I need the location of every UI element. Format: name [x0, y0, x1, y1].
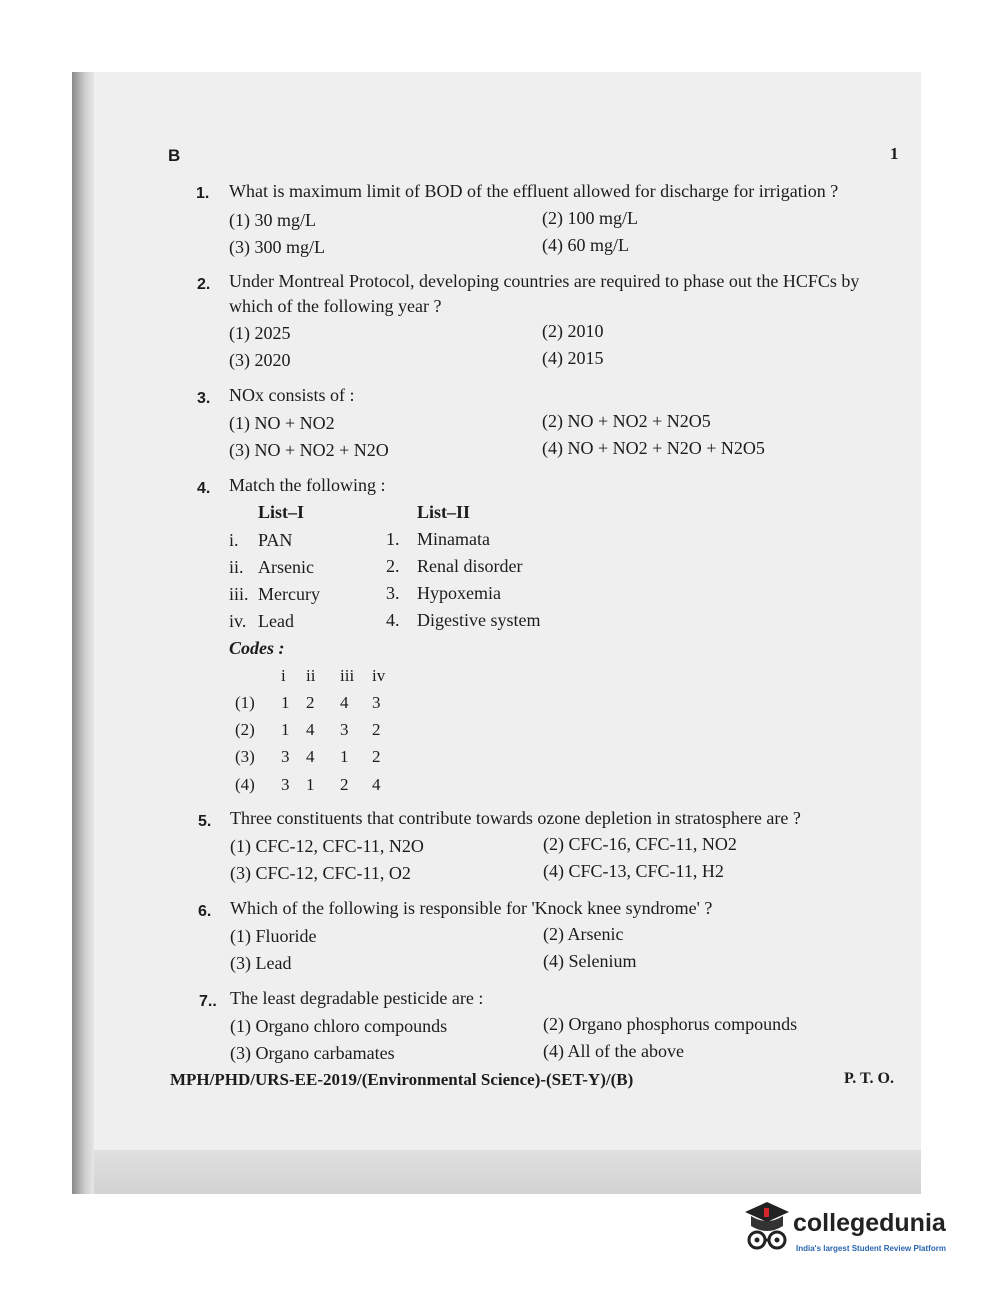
scan-shadow-bottom — [94, 1150, 921, 1194]
question-number: 2. — [197, 276, 211, 293]
option: (1) CFC-12, CFC-11, N2O — [230, 836, 424, 856]
pto-label: P. T. O. — [844, 1070, 894, 1087]
list1-title: List–I — [258, 502, 305, 522]
question-number: 5. — [198, 813, 212, 830]
codes-cell: 4 — [372, 775, 381, 794]
list1-index: iv. — [229, 611, 247, 631]
question-text: What is maximum limit of BOD of the effluent allowed for discharge for irrigation ? — [229, 181, 839, 201]
codes-cell: 2 — [372, 720, 381, 739]
option: (2) Organo phosphorus compounds — [543, 1014, 798, 1034]
list1-index: ii. — [229, 557, 244, 577]
question-text-cont: which of the following year ? — [229, 296, 442, 316]
option: (3) 300 mg/L — [229, 237, 325, 257]
option: (1) 30 mg/L — [229, 210, 316, 230]
option: (2) NO + NO2 + N2O5 — [542, 411, 711, 431]
codes-cell: 1 — [281, 720, 290, 739]
list1-item: Arsenic — [258, 557, 314, 577]
option: (4) All of the above — [543, 1041, 684, 1061]
option: (4) 60 mg/L — [542, 235, 629, 255]
question-number: 1. — [196, 185, 210, 202]
option: (1) NO + NO2 — [229, 413, 335, 433]
question-number: 3. — [197, 390, 211, 407]
option: (2) 2010 — [542, 321, 604, 341]
codes-cell: 3 — [281, 747, 290, 766]
codes-cell: 3 — [281, 775, 290, 794]
collegedunia-logo-icon — [737, 1196, 797, 1256]
codes-cell: 4 — [306, 720, 315, 739]
set-letter: B — [168, 146, 181, 165]
codes-option: (1) — [235, 693, 255, 712]
question-number: 7.. — [199, 993, 217, 1010]
option: (4) CFC-13, CFC-11, H2 — [543, 861, 724, 881]
codes-cell: 4 — [306, 747, 315, 766]
list1-item: Lead — [258, 611, 294, 631]
question-text: Which of the following is responsible for 'Knock knee syndrome' ? — [230, 898, 713, 918]
option: (4) NO + NO2 + N2O + N2O5 — [542, 438, 765, 458]
option: (1) 2025 — [229, 323, 291, 343]
paper-code: MPH/PHD/URS-EE-2019/(Environmental Science)-(SET-Y)/(B) — [170, 1070, 634, 1089]
codes-cell: 3 — [372, 693, 381, 712]
codes-option: (2) — [235, 720, 255, 739]
list2-title: List–II — [417, 502, 471, 522]
list1-index: iii. — [229, 584, 249, 604]
codes-cell: 2 — [340, 775, 349, 794]
option: (1) Fluoride — [230, 926, 317, 946]
question-text: The least degradable pesticide are : — [230, 988, 484, 1008]
list1-index: i. — [229, 530, 239, 550]
codes-cell: 2 — [306, 693, 315, 712]
option: (2) CFC-16, CFC-11, NO2 — [543, 834, 737, 854]
codes-cell: 3 — [340, 720, 349, 739]
list2-index: 1. — [386, 529, 400, 549]
codes-option: (3) — [235, 747, 255, 766]
codes-header: ii — [306, 666, 316, 685]
codes-header: i — [281, 666, 286, 685]
codes-cell: 4 — [340, 693, 349, 712]
scan-shadow-left — [72, 72, 94, 1194]
list2-index: 4. — [386, 610, 400, 630]
codes-cell: 2 — [372, 747, 381, 766]
list2-index: 3. — [386, 583, 400, 603]
question-text: Match the following : — [229, 475, 386, 495]
question-text: NOx consists of : — [229, 385, 355, 405]
codes-cell: 1 — [306, 775, 315, 794]
option: (3) 2020 — [229, 350, 291, 370]
question-text: Three constituents that contribute towards ozone depletion in stratosphere are ? — [230, 808, 801, 828]
option: (2) 100 mg/L — [542, 208, 638, 228]
codes-cell: 1 — [281, 693, 290, 712]
list2-item: Digestive system — [417, 610, 541, 630]
watermark-brand: collegedunia — [793, 1209, 946, 1237]
list1-item: Mercury — [258, 584, 320, 604]
codes-cell: 1 — [340, 747, 349, 766]
option: (3) CFC-12, CFC-11, O2 — [230, 863, 411, 883]
codes-label: Codes : — [229, 638, 285, 658]
question-text: Under Montreal Protocol, developing countries are required to phase out the HCFCs by — [229, 271, 860, 291]
list2-item: Minamata — [417, 529, 490, 549]
page-number: 1 — [890, 144, 899, 163]
option: (4) 2015 — [542, 348, 604, 368]
question-number: 4. — [197, 480, 211, 497]
option: (4) Selenium — [543, 951, 637, 971]
watermark-tagline: India's largest Student Review Platform — [796, 1244, 946, 1253]
option: (3) Lead — [230, 953, 292, 973]
codes-option: (4) — [235, 775, 255, 794]
list2-item: Renal disorder — [417, 556, 523, 576]
option: (1) Organo chloro compounds — [230, 1016, 448, 1036]
option: (3) Organo carbamates — [230, 1043, 395, 1063]
list2-item: Hypoxemia — [417, 583, 501, 603]
codes-header: iii — [340, 666, 355, 685]
option: (3) NO + NO2 + N2O — [229, 440, 389, 460]
list1-item: PAN — [258, 530, 293, 550]
question-number: 6. — [198, 903, 212, 920]
list2-index: 2. — [386, 556, 400, 576]
option: (2) Arsenic — [543, 924, 624, 944]
codes-header: iv — [372, 666, 386, 685]
